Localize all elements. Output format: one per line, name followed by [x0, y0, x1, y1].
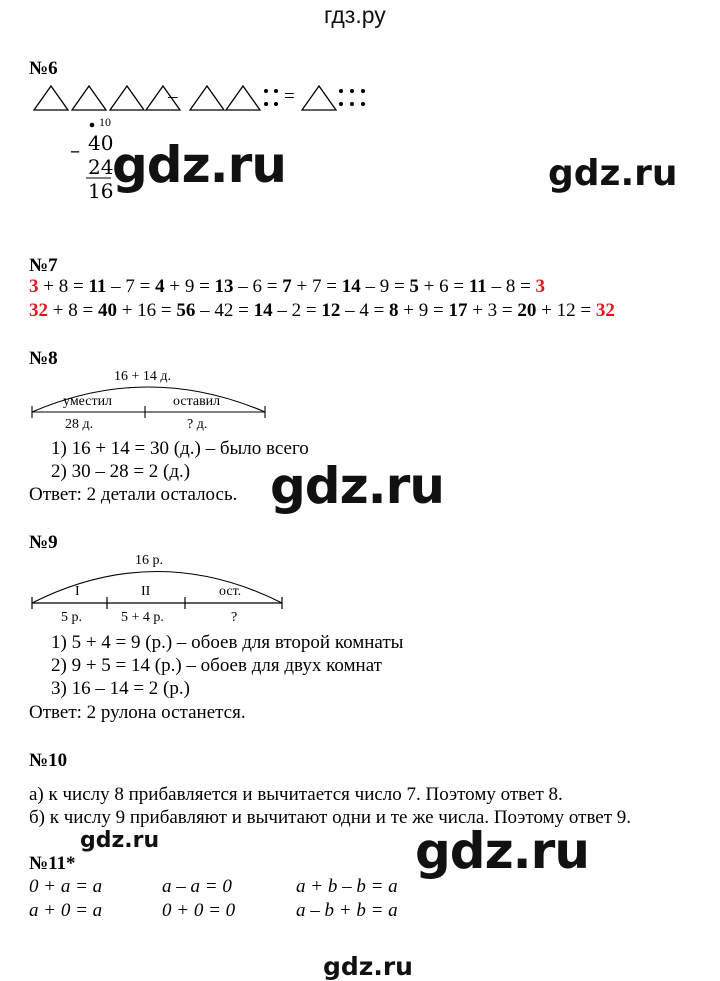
equation-value: 17 [448, 300, 468, 321]
watermark: gdz.ru [415, 822, 589, 880]
equation-op: + 8 = [48, 300, 98, 321]
diagram-below-label: ? д. [187, 417, 208, 432]
diagram-seg-label: уместил [63, 394, 113, 409]
equation-op: + 16 = [116, 300, 177, 321]
task7-number: №7 [29, 255, 58, 276]
equation-value: 40 [97, 300, 117, 321]
equation-value: 14 [253, 300, 273, 321]
task9-number: №9 [29, 532, 58, 553]
equation-op: – 7 = [106, 276, 156, 297]
diagram-arc [32, 572, 282, 604]
identity-formula: 0 + 0 = 0 [162, 900, 236, 921]
minus-sign: – [168, 86, 178, 107]
task8-step: 2) 30 – 28 = 2 (д.) [51, 461, 191, 482]
equation-value: 7 [282, 276, 292, 297]
equation-op: + 9 = [398, 300, 449, 321]
column-sub: 24 [88, 155, 114, 179]
equation-value: 5 [409, 276, 419, 297]
equation-op: + 8 = [38, 276, 89, 297]
task9-step: 3) 16 – 14 = 2 (р.) [51, 678, 190, 699]
equation-value: 13 [214, 276, 234, 297]
column-sign: – [70, 138, 80, 162]
equation-op: + 6 = [418, 276, 469, 297]
diagram-total-label: 16 р. [135, 553, 163, 568]
equation-value: 11 [88, 276, 107, 297]
task8-step: 1) 16 + 14 = 30 (д.) – было всего [51, 438, 309, 459]
equation-op: + 3 = [467, 300, 518, 321]
task10-item: а) к числу 8 прибавляется и вычитается число 7. Поэтому ответ 8. [29, 784, 563, 805]
equation-op: – 8 = [486, 276, 536, 297]
task8-answer: Ответ: 2 детали осталось. [29, 484, 238, 505]
diagram-below-label: 5 р. [61, 610, 82, 625]
task9-step: 1) 5 + 4 = 9 (р.) – обоев для второй комнаты [51, 632, 404, 653]
equation-op: – 4 = [340, 300, 390, 321]
equation-value: 20 [517, 300, 537, 321]
task10-number: №10 [29, 750, 68, 771]
task9-step: 2) 9 + 5 = 14 (р.) – обоев для двух комнат [51, 655, 382, 676]
diagram-seg-label: оставил [173, 394, 221, 409]
task10-item: б) к числу 9 прибавляют и вычитают одни и те же числа. Поэтому ответ 9. [29, 807, 632, 828]
equation-value: 3 [535, 276, 546, 297]
equation-value: 12 [321, 300, 341, 321]
diagram-below-label: ? [231, 610, 238, 625]
diagram-seg-label: I [75, 584, 80, 599]
equation-value: 8 [389, 300, 399, 321]
column-top: 40 [88, 131, 114, 155]
equation-value: 32 [29, 300, 48, 321]
watermark: gdz.ru [270, 457, 444, 515]
column-result: 16 [88, 179, 114, 203]
diagram-seg-label: II [141, 584, 151, 599]
diagram-below-label: 28 д. [65, 417, 94, 432]
equation-value: 3 [29, 276, 39, 297]
diagram-total-label: 16 + 14 д. [114, 369, 172, 384]
watermark: gdz.ru [112, 136, 286, 194]
equation-op: – 9 = [360, 276, 410, 297]
task8-number: №8 [29, 348, 58, 369]
equation-op: + 9 = [164, 276, 215, 297]
task6-number: №6 [29, 58, 58, 79]
equation-value: 32 [595, 300, 615, 321]
task11-number: №11* [29, 853, 76, 874]
equation-value: 4 [155, 276, 165, 297]
watermark: gdz.ru [548, 153, 678, 194]
site-header: гдз.ру [324, 2, 386, 28]
equals-sign: = [284, 86, 295, 107]
identity-formula: a – b + b = a [296, 900, 398, 921]
watermark: gdz.ru [323, 952, 413, 981]
diagram-below-label: 5 + 4 р. [121, 610, 164, 625]
equation-op: – 2 = [272, 300, 322, 321]
diagram-seg-label: ост. [219, 584, 242, 599]
equation-value: 14 [341, 276, 361, 297]
equation-op: – 42 = [195, 300, 254, 321]
equation-op: + 7 = [291, 276, 342, 297]
task9-answer: Ответ: 2 рулона останется. [29, 702, 246, 723]
watermark: gdz.ru [80, 828, 160, 853]
identity-formula: a + 0 = a [29, 900, 103, 921]
equation-op: – 6 = [233, 276, 283, 297]
identity-formula: a + b – b = a [296, 876, 398, 897]
equation-value: 56 [176, 300, 196, 321]
identity-formula: a – a = 0 [162, 876, 232, 897]
equation-op: + 12 = [536, 300, 596, 321]
identity-formula: 0 + a = a [29, 876, 103, 897]
equation-value: 11 [468, 276, 487, 297]
column-carry: 10 [99, 115, 111, 129]
